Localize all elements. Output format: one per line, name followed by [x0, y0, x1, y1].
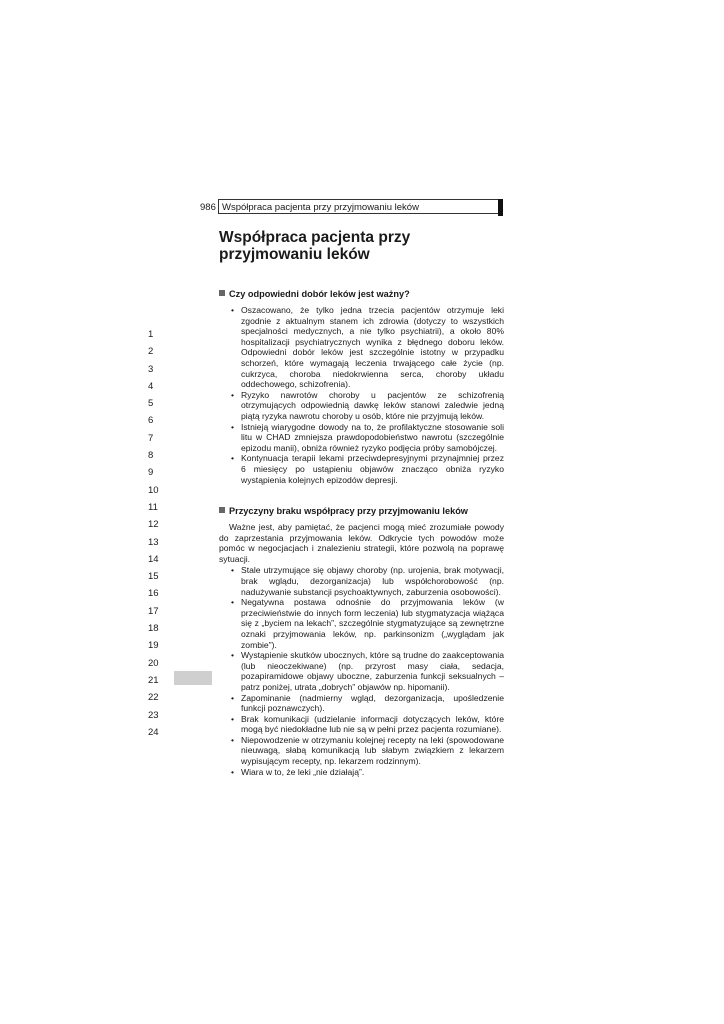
section-body-importance [219, 305, 504, 485]
line-number: 13 [148, 536, 159, 548]
list-item: • Negatywna postawa odnośnie do przyjmowania leków (w przeciwieństwie do innych form leczenia) lub stygmatyzacja wiążąca się z „byciem na lekach”, szczególnie stygmatyzujące są zewnętrzne oznaki przyjmowania leków, np. parkinsonizm („wyglądam jak zombie”). [219, 597, 504, 650]
line-number: 23 [148, 709, 159, 721]
page-number: 986 [200, 202, 216, 213]
section-body-reasons [219, 522, 504, 777]
list-item: • Wystąpienie skutków ubocznych, które są trudne do zaakceptowania (lub nieoczekiwane) (np. przyrost masy ciała, sedacja, pozapiramidowe objawy uboczne, zaburzenia funkcji seksualnych – patrz poniżej, utrata „dobrych” objawów np. hipomanii). [219, 650, 504, 692]
line-number: 6 [148, 415, 154, 427]
line-number: 1 [148, 329, 154, 340]
line-number: 8 [148, 450, 154, 462]
line-number: 21 [148, 674, 159, 686]
line-number: 9 [148, 467, 154, 479]
line-number: 4 [148, 380, 154, 392]
line-number: 20 [148, 657, 159, 669]
line-number: 14 [148, 553, 159, 565]
thumb-index-tab [174, 671, 212, 685]
line-number: 2 [148, 346, 154, 358]
line-number: 11 [148, 501, 158, 513]
line-number: 3 [148, 363, 154, 375]
square-bullet-icon [219, 290, 225, 296]
running-title: Współpraca pacjenta przy przyjmowaniu leków [218, 199, 499, 214]
list-item: • Oszacowano, że tylko jedna trzecia pacjentów otrzymuje leki zgodnie z aktualnym stanem ich zdrowia (dotyczy to wszystkich specjalności medycznych, a nie tylko psychiatrii), a około 80% hospitalizacji psychiatrycznych wynika z błędnego doboru leków. Odpowiedni dobór leków jest szczególnie istotny w przypadku schorzeń, które wymagają leczenia trwającego całe życie (np. cukrzyca, choroba niedokrwienna serca, choroby układu oddechowego, schizofrenia). [219, 305, 504, 390]
section-heading-reasons [219, 506, 468, 517]
line-number: 17 [148, 605, 159, 617]
line-number: 18 [148, 623, 159, 635]
page-title [219, 229, 509, 263]
line-number: 16 [148, 588, 159, 600]
section-heading-text: Czy odpowiedni dobór leków jest ważny? [229, 289, 410, 299]
line-number: 22 [148, 692, 159, 704]
line-number: 10 [148, 484, 159, 496]
line-number: 5 [148, 398, 154, 410]
line-number: 19 [148, 640, 159, 652]
page-title-line-2: przyjmowaniu leków [219, 246, 370, 263]
list-item: • Istnieją wiarygodne dowody na to, że profilaktyczne stosowanie soli litu w CHAD zmniejsza prawdopodobieństwo nawrotu (szczególnie epizodu manii), obniża również ryzyko podjęcia próby samobójczej. [219, 422, 504, 454]
section-heading-importance [219, 289, 410, 300]
line-number-column [148, 326, 168, 741]
list-item: • Ryzyko nawrotów choroby u pacjentów ze schizofrenią otrzymujących odpowiednią dawkę leków stanowi zaledwie jedną piątą ryzyka nawrotu choroby u osób, które nie przyjmują leków. [219, 390, 504, 422]
line-number: 24 [148, 726, 159, 738]
running-header [197, 199, 503, 216]
line-number: 7 [148, 432, 154, 444]
page-title-line-1: Współpraca pacjenta przy [219, 229, 411, 246]
list-item: • Kontynuacja terapii lekami przeciwdepresyjnymi przynajmniej przez 6 miesięcy po ustąpieniu objawów znacząco obniża ryzyko wystąpienia kolejnych epizodów depresji. [219, 453, 504, 485]
list-item: • Stale utrzymujące się objawy choroby (np. urojenia, brak motywacji, brak wglądu, dezorganizacja) lub współchorobowość (np. nadużywanie substancji psychoaktywnych, zaburzenia osobowości). [219, 565, 504, 597]
line-number: 15 [148, 571, 159, 583]
line-number: 12 [148, 519, 159, 531]
square-bullet-icon [219, 507, 225, 513]
list-item: • Niepowodzenie w otrzymaniu kolejnej recepty na leki (spowodowane nieuwagą, słabą komunikacją lub słabym związkiem z lekarzem wypisującym recepty, np. lekarzem rodzinnym). [219, 735, 504, 767]
intro-paragraph: Ważne jest, aby pamiętać, że pacjenci mogą mieć zrozumiałe powody do zaprzestania przyjmowania leków. Odkrycie tych powodów może pomóc w negocjacjach i znalezieniu strategii, które pozwolą na poprawę sytuacji. [219, 522, 504, 564]
list-item: • Brak komunikacji (udzielanie informacji dotyczących leków, które mogą być niedokładne lub nie są w pełni przez pacjenta rozumiane). [219, 714, 504, 735]
header-bar-marker [498, 199, 503, 216]
list-item: • Zapominanie (nadmierny wgląd, dezorganizacja, upośledzenie funkcji poznawczych). [219, 693, 504, 714]
list-item: • Wiara w to, że leki „nie działają”. [219, 767, 504, 778]
section-heading-text: Przyczyny braku współpracy przy przyjmowaniu leków [229, 506, 468, 516]
